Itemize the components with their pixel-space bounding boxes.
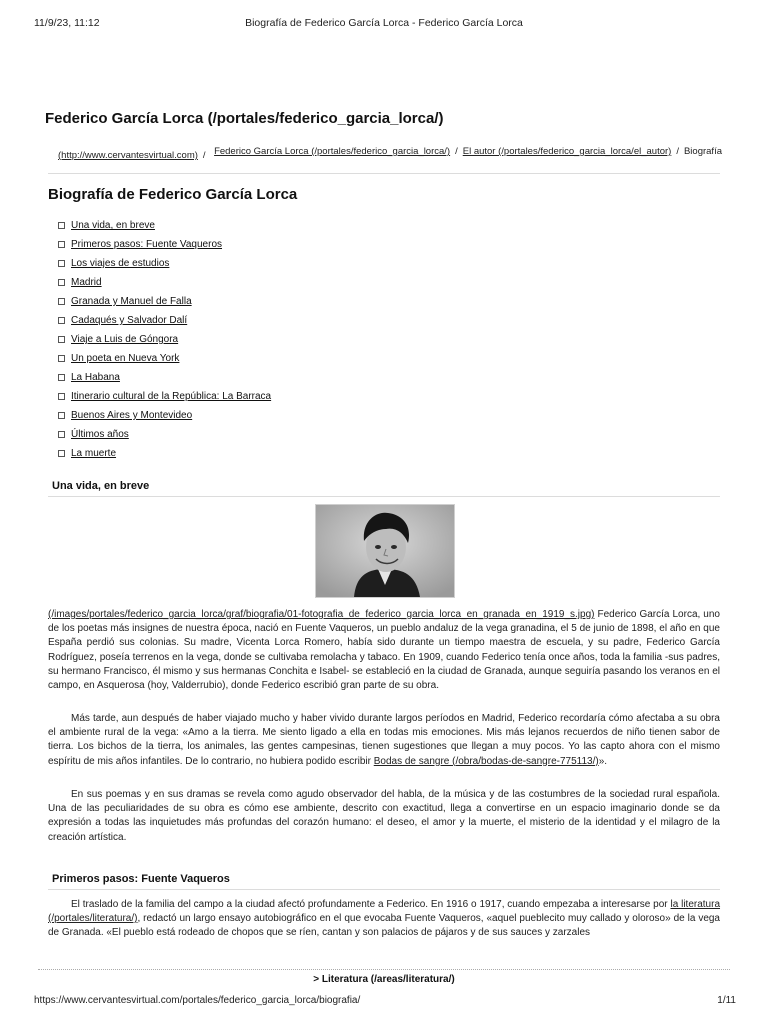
paragraph-text: ».: [598, 755, 608, 767]
paragraph-2: [48, 712, 720, 769]
print-date: 11/9/23, 11:12: [34, 17, 100, 29]
breadcrumb-home-row: [58, 150, 211, 161]
section-heading-primeros-pasos: Primeros pasos: Fuente Vaqueros: [52, 873, 230, 885]
toc-item: [58, 311, 271, 330]
toc-item: [58, 368, 271, 387]
section-divider: [48, 889, 720, 890]
toc-link[interactable]: Una vida, en breve: [71, 220, 155, 231]
toc-link[interactable]: Los viajes de estudios: [71, 258, 170, 269]
paragraph-1: [48, 608, 720, 693]
bodas-de-sangre-link[interactable]: Bodas de sangre (/obra/bodas-de-sangre-775113/): [373, 755, 599, 767]
toc-item: [58, 406, 271, 425]
breadcrumb-separator: /: [676, 146, 679, 157]
square-bullet-icon: [58, 336, 65, 343]
square-bullet-icon: [58, 393, 65, 400]
toc-link[interactable]: Madrid: [71, 277, 102, 288]
paragraph-4: [48, 898, 720, 941]
square-bullet-icon: [58, 431, 65, 438]
footer-divider: [38, 969, 730, 970]
literatura-link[interactable]: la literatura (/portales/literatura/): [48, 899, 721, 925]
square-bullet-icon: [58, 222, 65, 229]
portrait-photo[interactable]: [315, 504, 455, 598]
print-document-title: Biografía de Federico García Lorca - Federico García Lorca: [245, 17, 523, 29]
toc-item: [58, 330, 271, 349]
print-url: https://www.cervantesvirtual.com/portales/federico_garcia_lorca/biografia/: [34, 995, 361, 1006]
toc-link[interactable]: Un poeta en Nueva York: [71, 353, 180, 364]
breadcrumb-current: Biografía: [683, 146, 722, 157]
toc-link[interactable]: La Habana: [71, 372, 120, 383]
toc-item: [58, 216, 271, 235]
page-number: 1/11: [717, 995, 736, 1006]
breadcrumb-separator: /: [455, 146, 458, 157]
square-bullet-icon: [58, 279, 65, 286]
square-bullet-icon: [58, 374, 65, 381]
square-bullet-icon: [58, 412, 65, 419]
square-bullet-icon: [58, 450, 65, 457]
toc-link[interactable]: La muerte: [71, 448, 117, 459]
square-bullet-icon: [58, 355, 65, 362]
breadcrumb-separator: /: [202, 150, 206, 161]
square-bullet-icon: [58, 260, 65, 267]
square-bullet-icon: [58, 241, 65, 248]
paragraph-text: Más tarde, aun después de haber viajado mucho y haber vivido durante largos períodos en Madrid, Federico recordaría cómo afectaba a su obra el ambiente rural de la vega: «Amo a la tierra. Me siento ligado a ella en todas mis emociones. Mis más lejanos recuerdos de niño tienen sabor de tierra. Los bichos de la tierra, los animales, las gentes campesinas, tienen sugestiones que llegan a muy pocos. Yo las capto ahora con el mismo espíritu de mis años infantiles. De lo contrario, no hubiera podido escribir: [48, 713, 720, 767]
paragraph-text: El traslado de la familia del campo a la ciudad afectó profundamente a Federico. En 1916 o 1917, cuando empezaba a interesarse por: [71, 899, 671, 910]
square-bullet-icon: [58, 298, 65, 305]
table-of-contents: [58, 216, 271, 463]
paragraph-3: En sus poemas y en sus dramas se revela como agudo observador del habla, de la música y de las costumbres de la sociedad rural española. Una de las peculiaridades de su obra es cómo ese ambiente, descrito con exactitud, llega a convertirse en un espacio imaginario donde se da expresión a todas las inquietudes más profundas del corazón humano: el deseo, el amor y la muerte, el misterio de la identidad y el milagro de la creación artística.: [48, 789, 720, 843]
toc-item: [58, 444, 271, 463]
breadcrumb-home-link[interactable]: (http://www.cervantesvirtual.com): [58, 150, 198, 161]
footer-literatura-link[interactable]: > Literatura (/areas/literatura/): [313, 974, 455, 985]
portrait-photo-graphic: [316, 505, 454, 597]
square-bullet-icon: [58, 317, 65, 324]
toc-item: [58, 349, 271, 368]
toc-item: [58, 273, 271, 292]
page-heading: Biografía de Federico García Lorca: [48, 186, 298, 203]
paragraph-text: , redactó un largo ensayo autobiográfico en el que evocaba Fuente Vaqueros, «aquel pueblecito muy callado y oloroso» de la vega de Granada. «El pueblo está rodeado de chopos que se ríen, cantan y son palacios de pájaros y de sus sauces y zarzales: [48, 913, 720, 939]
breadcrumb-author-link[interactable]: El autor (/portales/federico_garcia_lorca/el_autor): [462, 146, 672, 157]
section-heading-una-vida: Una vida, en breve: [52, 480, 150, 492]
toc-item: [58, 235, 271, 254]
paragraph-text: Federico García Lorca, uno de los poetas más insignes de nuestra época, nació en Fuente Vaqueros, un pueblo andaluz de la vega granadina, el 5 de junio de 1898, el año en que España perdió sus colonias. Su madre, Vicenta Lorca Romero, había sido durante un tiempo maestra de escuela, y su padre, Federico García Rodríguez, poseía terrenos en la vega, donde se cultivaba remolacha y tabaco. En 1909, cuando Federico tenía once años, toda la familia -sus padres, su hermano Francisco, él mismo y sus hermanas Conchita e Isabel- se estableció en la ciudad de Granada, aunque seguiría pasando los veranos en el campo, en Asquerosa (hoy, Valderrubio), donde Federico escribió gran parte de su obra.: [48, 609, 720, 692]
header-divider: [48, 173, 720, 174]
section-divider: [48, 496, 720, 497]
toc-item: [58, 292, 271, 311]
toc-link[interactable]: Buenos Aires y Montevideo: [71, 410, 193, 421]
toc-link[interactable]: Primeros pasos: Fuente Vaqueros: [71, 239, 223, 250]
toc-item: [58, 387, 271, 406]
toc-item: [58, 254, 271, 273]
toc-link[interactable]: Últimos años: [71, 429, 129, 440]
breadcrumb-portal-link[interactable]: Federico García Lorca (/portales/federico_garcia_lorca/): [214, 146, 451, 157]
toc-item: [58, 425, 271, 444]
toc-link[interactable]: Granada y Manuel de Falla: [71, 296, 192, 307]
site-title[interactable]: Federico García Lorca (/portales/federico_garcia_lorca/): [45, 110, 444, 127]
toc-link[interactable]: Itinerario cultural de la República: La Barraca: [71, 391, 272, 402]
photo-link[interactable]: (/images/portales/federico_garcia_lorca/graf/biografia/01-fotografia_de_federico_garcia_lorca_en_granada_en_1919_s.jpg): [48, 609, 595, 620]
toc-link[interactable]: Viaje a Luis de Góngora: [71, 334, 179, 345]
toc-link[interactable]: Cadaqués y Salvador Dalí: [71, 315, 188, 326]
